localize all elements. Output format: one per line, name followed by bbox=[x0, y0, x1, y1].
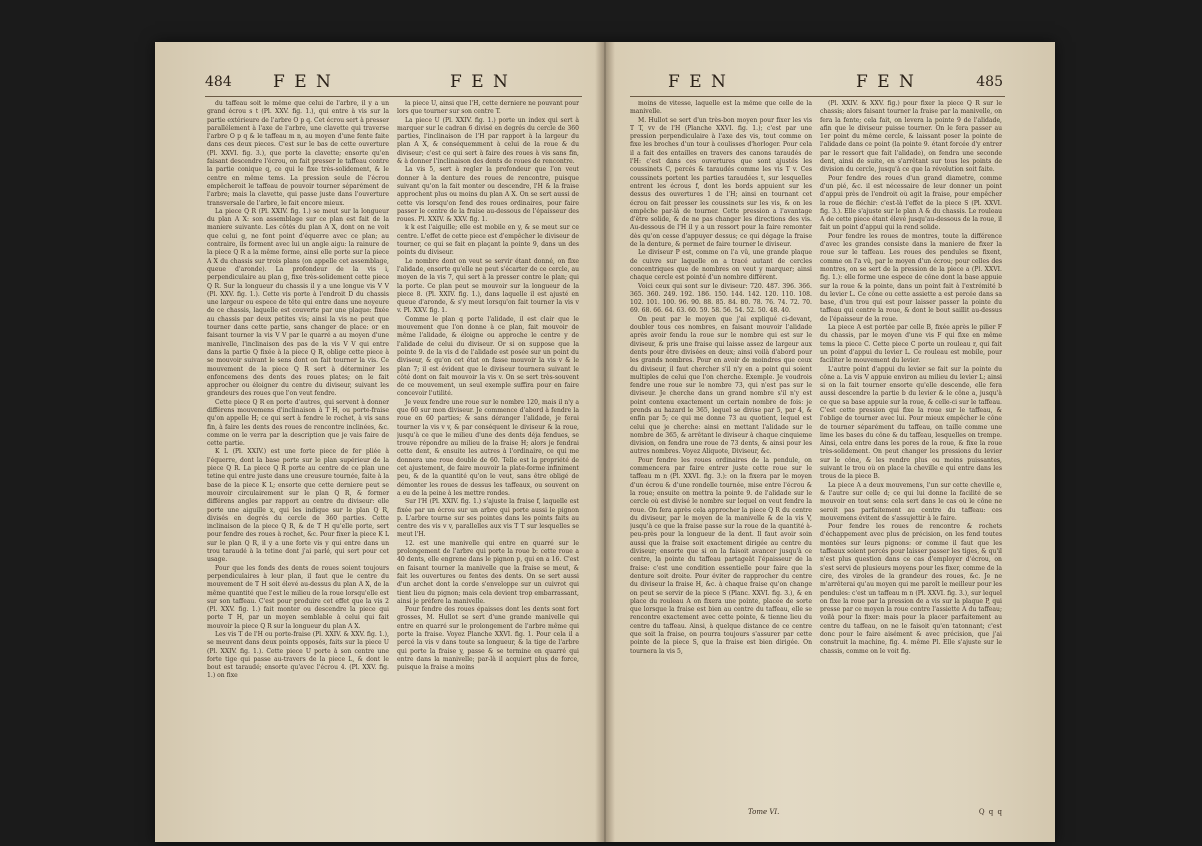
header-rule bbox=[205, 96, 582, 97]
paragraph: 12. est une manivelle qui entre en quarré sur le prolongement de l'arbre qui porte la roue b: cette roue a 40 dents, elle engrene dans le pignon p, qui en a 16. C'est en faisant tourner la manivelle que la fraise se meut, & fait les ouvertures ou fentes des dents. On se sert aussi d'un archet dont la corde s'enveloppe sur un cuivrot qui tient lieu du pignon; mais cela devient trop embarrassant, ainsi je préfere la manivelle. bbox=[397, 539, 579, 605]
header-rule bbox=[630, 96, 1005, 97]
paragraph: du taffeau soit le même que celui de l'arbre, il y a un grand écrou s t (Pl. XXV. fig. 1.), qui entre à vis sur la partie extérieure de l'arbre O p q. Cet écrou sert à presser parallélement à l'axe de l'arbre, une clavette qui traverse l'arbre O p q & le taffeau m n, au moyen d'une fente faite dans ces deux pieces. C'est sur le bas de cette ouverture (Pl. XXVI. fig. 3.), que porte la clavette; ensorte qu'en faisant descendre l'écrou, on fait presser le taffeau contre la partie conique q, ce qui le fixe très-solidement, & le centre en même tems. La pression seule de l'écrou empêcheroit le taffeau de pouvoir tourner séparément de l'arbre; mais la clavette, qui passe juste dans l'ouverture transversale de l'arbre, le fait encore mieux. bbox=[207, 100, 389, 207]
text-column-right bbox=[820, 100, 1002, 800]
paragraph: (Pl. XXIV. & XXV. fig.) pour fixer la piece Q R sur le chassis; alors faisant tourner la fraise par la manivelle, on fera la fente; cela fait, on levera la pointe 9 de l'alidade, afin que le diviseur puisse tourner. On le fera passer au 1er point du même cercle, & laissant poser la pointe de l'alidade dans ce point (la pointe 9. étant forcée d'y entrer par le ressort que fait l'alidade), on fendra une seconde dent, ainsi de suite, en s'arrêtant sur tous les points de division du cercle, jusqu'à ce que la révolution soit faite. bbox=[820, 100, 1002, 174]
paragraph: Je veux fendre une roue sur le nombre 120, mais il n'y a que 60 sur mon diviseur. Je commence d'abord à fendre la roue en 60 parties; & sans déranger l'alidade, je ferai tourner la vis v v, & par conséquent le diviseur & la roue, jusqu'à ce que le milieu d'une des dents déja fendues, se trouve répondre au milieu de la fraise H; alors je fendrai cette dent, & ensuite les autres à l'ordinaire, ce qui me donnera une roue double de 60. Telle est la propriété de cet ajustement, de faire mouvoir la plate-forme infiniment peu, & de la quantité qu'on le veut, sans être obligé de démonter les roues de dessus les taffeaux, ou souvent on a eu de la peine à les mettre rondes. bbox=[397, 398, 579, 497]
header-word: F E N bbox=[668, 72, 728, 92]
paragraph: Pour fendre des roues d'un grand diametre, comme d'un pié, &c. il est nécessaire de leur donner un point d'appui près de l'endroit où agit la fraise, pour empêcher la roue de fléchir: c'est-là l'effet de la piece S (Pl. XXVI. fig. 3.). Elle s'ajuste sur le plan A & du chassis. Le rouleau A de cette piece étant élevé jusqu'au-dessous de la roue, il fait un point d'appui qui la rend solide. bbox=[820, 174, 1002, 232]
paragraph: Le diviseur P est, comme on l'a vû, une grande plaque de cuivre sur laquelle on a tracé autant de cercles concentriques que de nombres on veut y marquer; ainsi chaque cercle est pointé d'un nombre différent. bbox=[630, 249, 812, 282]
book-spread bbox=[155, 42, 1055, 842]
running-head bbox=[155, 72, 602, 92]
paragraph: Pour fendre les roues de rencontre & rochets d'échappement avec plus de précision, on les fend toutes montées sur leurs pignons: or comme il faut que les taffeaux soient percés pour laisser passer les tiges, & qu'il n'est plus question dans ce cas d'employer d'écrou, on s'est servi de plusieurs moyens pour les fixer, comme de la cire, des viroles de la grandeur des roues, &c. Je ne m'arrêterai qu'au moyen qui me paroît le meilleur pour les pendules: c'est un taffeau m n (Pl. XXVI. fig. 3.), sur lequel on fixe la roue par la pression de a vis sur la plaque P, qui presse par ce moyen la roue contre l'assiette A du taffeau; voilà pour la fixer: mais pour la placer parfaitement au centre du taffeau, on ne le faisoit qu'en tatonnant; c'est donc pour le faire aisément & avec précision, que j'ai construit la machine, fig. 4. même Pl. Elle s'ajuste sur le chassis, comme on le voit fig. bbox=[820, 523, 1002, 655]
header-word: F E N bbox=[856, 72, 916, 92]
paragraph: Sur l'H (Pl. XXIV. fig. 1.) s'ajuste la fraise f, laquelle est fixée par un écrou sur un arbre qui porte aussi le pignon p. L'arbre tourne sur ses pointes dans les points faits au centre des vis v v, parallelles aux vis T T sur lesquelles se meut l'H. bbox=[397, 498, 579, 539]
page-number: 485 bbox=[976, 74, 1003, 90]
text-column-left bbox=[630, 100, 812, 800]
paragraph: Pour que les fonds des dents de roues soient toujours perpendiculaires à leur plan, il faut que le centre du mouvement de T H soit élevé au-dessus du plan A X, de la même quantité que l'est le milieu de la roue lorsqu'elle est sur son taffeau. C'est pour produire cet effet que la vis 2 (Pl. XXV. fig. 1.) fait monter ou descendre la piece qui porte T H, par un moyen semblable à celui qui fait mouvoir la piece Q R sur la longueur du plan A X. bbox=[207, 564, 389, 630]
paragraph: Cette piece Q R en porte d'autres, qui servent à donner différens mouvemens d'inclinaison à T H, ou porte-fraise qu'on appelle H; ce qui sert à fendre le rochet, à vis sans fin, à faire les dents des roues de rencontre inclinées, &c. comme on le verra par la description que je vais faire de cette partie. bbox=[207, 398, 389, 448]
text-column-left bbox=[207, 100, 389, 800]
paragraph: Voici ceux qui sont sur le diviseur: 720. 487. 396. 366. 365. 360. 249. 192. 186. 150. 144. 142. 120. 110. 108. 102. 101. 100. 96. 90. 88. 85. 84. 80. 78. 76. 74. 72. 70. 69. 68. 66. 64. 63. 60. 59. 58. 56. 54. 52. 50. 48. 40. bbox=[630, 282, 812, 315]
right-page bbox=[608, 42, 1055, 842]
header-word: F E N bbox=[273, 72, 333, 92]
paragraph: Le nombre dont on veut se servir étant donné, on fixe l'alidade, ensorte qu'elle ne peut s'écarter de ce cercle, au moyen de la vis 7, qui sert à la presser contre le plan; qui la porte. Ce plan peut se mouvoir sur la longueur de la piece 8. (Pl. XXIV. fig. 1.), dans laquelle il est ajusté en queue d'aronde, & s'y meut lorsqu'on fait tourner la vis v v. Pl. XXV. fig. 1. bbox=[397, 257, 579, 315]
paragraph: moins de vitesse, laquelle est la même que celle de la manivelle. bbox=[630, 100, 812, 116]
paragraph: Pour fendre les roues ordinaires de la pendule, on commencera par faire entrer juste cette roue sur le taffeau m n (Pl. XXVI. fig. 3.): on la fixera par le moyen d'un écrou & d'une rondelle tournée, mise entre l'écrou & la roue; ensuite on mettra la pointe 9. de l'alidade sur le cercle où est divisé le nombre sur lequel on veut fendre la roue. On fera après cela approcher la piece Q R du centre du diviseur, par le moyen de la manivelle & de la vis V, jusqu'à ce que la fraise passe sur la roue de la quantité à-peu-près pour la longueur de la dent. Il faut avoir soin aussi que la fraise soit exactement dirigée au centre du diviseur; ensorte que si on la faisoit avancer jusqu'à ce centre, la pointe du taffeau partageât l'épaisseur de la fraise: c'est une condition essentielle pour faire que la denture soit droite. Pour éviter de rapprocher du centre du diviseur la fraise H, &c. à chaque fraise qu'on change on peut se servir de la piece S (Planc. XXVI. fig. 3.), & en place du rouleau A on fixera une pointe, placée de sorte que lorsque la fraise est bien au centre du taffeau, elle se rencontre exactement avec cette pointe, & tienne lieu du centre du taffeau. Ainsi, à quelque distance de ce centre que soit la fraise, on pourra toujours s'assurer par cette pointe de la piece S, que la fraise est bien dirigée. On tournera la vis 5, bbox=[630, 456, 812, 655]
paragraph: k k est l'aiguille; elle est mobile en y, & se meut sur ce centre. L'effet de cette piece est d'empêcher le diviseur de tourner, ce qui se fait en plaçant la pointe 9, dans un des points du diviseur. bbox=[397, 224, 579, 257]
paragraph: La vis 5, sert à regler la profondeur que l'on veut donner à la denture des roues de rencontre, puisque suivant qu'on la fait monter ou descendre, l'H & la fraise approchent plus ou moins du plan A X. On se sert aussi de cette vis lorsqu'on fend des roues ordinaires, pour faire passer le centre de la fraise au-dessous de l'épaisseur des roues. Pl. XXIV. & XXV. fig. 1. bbox=[397, 166, 579, 224]
paragraph: La piece Q R (Pl. XXIV. fig. 1.) se meut sur la longueur du plan A X: son assemblage sur ce plan est fait de la maniere suivante. Les côtés du plan A X, dont on ne voit que celui g, ne font point d'équerre avec ce plan; au contraire, ils forment avec lui un angle aigu: la rainure de la piece Q R a la même forme, ainsi elle porte sur la piece A X du chassis sur trois plans (on appelle cet assemblage, queue d'aronde). La profondeur de la vis i, perpendiculaire au plan g, fixe très-solidement cette piece Q R. Sur la longueur du chassis il y a une longue vis V V (Pl. XXV. fig. 1.). Cette vis porte à l'endroit D du chassis une largeur ou espece de tête qui entre dans une noyeure de ce chassis, laquelle est couverte par une plaque: fixée au chassis par deux petites vis; ainsi la vis ne peut que tourner dans cette partie, sans changer de place: or en faisant tourner la vis V V par le quarré a au moyen d'une manivelle, l'inclinaison des pas de la vis V V qui entre dans la partie Q fixée à la piece Q R, oblige cette piece à se mouvoir suivant le sens dont on fait tourner la vis. Ce mouvement de la piece Q R sert à déterminer les enfoncemens des dents des roues plates; on le fait approcher ou éloigner du centre du diviseur, suivant les grandeurs des roues que l'on veut fendre. bbox=[207, 207, 389, 398]
paragraph: La piece A est portée par celle B, fixée après le pilier F du chassis, par le moyen d'une vis F qui fixe en même tems la piece C. Cette piece C porte un rouleau r, qui fait un point d'appui du levier L. Ce rouleau est mobile, pour faciliter le mouvement du levier. bbox=[820, 324, 1002, 365]
header-word: F E N bbox=[450, 72, 510, 92]
paragraph: K L (Pl. XXIV.) est une forte piece de fer pliée à l'équerre, dont la base porte sur le plan supérieur de la piece Q R. La piece Q R porte au centre de ce plan une tetine qui entre juste dans une creusure tournée, faite à la base de la piece K L; ensorte que cette derniere peut se mouvoir circulairement sur le plan Q R, & former différens angles par rapport au centre du diviseur: elle porte une aiguille x, qui les indique sur le plan Q R, divisés en degrés du cercle de 360 parties. Cette inclinaison de la piece Q R, & de T H qu'elle porte, sert pour fendre des roues à rochet, &c. Pour fixer la piece K L sur le plan Q R, il y a une forte vis y qui entre dans un trou taraudé à la tetine dont j'ai parlé, qui sert pour cet usage. bbox=[207, 448, 389, 564]
paragraph: Pour fendre les roues de montres, toute la différence d'avec les grandes consiste dans la maniere de fixer la roue sur le taffeau. Les roues des pendules se fixent, comme on l'a vû, par le moyen d'un écrou; pour celles des montres, on se sert de la pression de la piece a (Pl. XXVI. fig. 1.): elle forme une espece de cône dont la base appuie sur la roue & la pointe, dans un point fait à l'extrémité b du levier L. Ce cône ou cette assiette a est percée dans sa base, d'un trou qui est pour laisser passer la pointe du taffeau qui centre la roue, & dont le bout saillit au-dessus de l'épaisseur de la roue. bbox=[820, 232, 1002, 323]
book-gutter bbox=[595, 42, 615, 842]
text-column-right bbox=[397, 100, 579, 800]
left-page bbox=[155, 42, 602, 842]
running-head bbox=[608, 72, 1055, 92]
paragraph: Les vis T de l'H ou porte-fraise (Pl. XXIV. & XXV. fig. 1.), se meuvent dans deux points opposés, faits sur la piece U (Pl. XXIV. fig. 1.). Cette piece U porte à son centre une forte tige qui passe au-travers de la piece L, & dont le bout est taraudé; ensorte qu'avec l'écrou 4. (Pl. XXV. fig. 1.) on fixe bbox=[207, 631, 389, 680]
volume-signature: Tome VI. bbox=[748, 808, 780, 816]
paragraph: M. Hullot se sert d'un très-bon moyen pour fixer les vis T T, vv de l'H (Planche XXVI. fig. 1.); c'est par une pression perpendiculaire à l'axe des vis, tout comme on fixe les broches d'un tour à coulisses d'horloger. Pour cela il a fait des entailles en travers des canons taraudés de l'H: c'est dans ces ouvertures que sont ajustés les coussinets C, percés & taraudés comme les vis T v. Ces coussinets portent les parties taraudées t, sur lesquelles entrent les écrous f, dont les bords appuient sur les dessus des ouvertures 1 de l'H; ainsi en tournant cet écrou on fait presser les coussinets sur les vis, & on les empêche par-là de tourner. Cette pression a l'avantage d'être solide, & de ne pas changer les directions des vis. Au-dessous de l'H il y a un ressort pour la faire remonter dès qu'on cesse d'appuyer dessus; ce qui dégage la fraise de la denture, & permet de faire tourner le diviseur. bbox=[630, 116, 812, 249]
paragraph: On peut par le moyen que j'ai expliqué ci-devant, doubler tous ces nombres, en faisant mouvoir l'alidade après avoir fendu la roue sur le nombre qui est sur le diviseur, & pris une fraise qui laisse assez de largeur aux dents pour être divisées en deux; ainsi voilà d'abord pour les grands nombres. Pour en avoir de moindres que ceux du diviseur, il faut chercher s'il n'y en a point qui soient multiples de celui que l'on cherche. Exemple. Je voudrois fendre une roue sur le nombre 73, qui n'est pas sur le diviseur. Je cherche dans un grand nombre s'il n'y est point contenu exactement un certain nombre de fois: je prends au hazard le 365, lequel se divise par 5, par 4, & enfin par 5; ce qui me donne 73 au quotient, lequel est celui que je cherche: ainsi en mettant l'alidade sur le nombre de 365, & arrêtant le diviseur à chaque cinquieme division, on fendra une roue de 73 dents, & ainsi pour les autres nombres. Voyez Aliquote, Diviseur, &c. bbox=[630, 315, 812, 456]
paragraph: L'autre point d'appui du levier se fait sur la pointe du cône a. La vis V appuie environ au milieu du levier L; ainsi si on la fait tourner ensorte qu'elle descende, elle fera aussi descendre la partie b du levier & le cône a, jusqu'à ce que sa base appuie sur la roue, & celle-ci sur le taffeau. C'est cette pression qui fixe la roue sur le taffeau, & l'oblige de tourner avec lui. Pour mieux empêcher le cône de tourner séparément du taffeau, on taille comme une lime les bases du cône & du taffeau, lesquelles on trempe. Ainsi, cela entre dans les pores de la roue, & fixe la roue très-solidement. On peut changer les pressions du levier sur le cône, & les rendre plus ou moins puissantes, suivant le trou où on place la cheville e qui entre dans les trous de la piece B. bbox=[820, 365, 1002, 481]
paragraph: La piece U (Pl. XXIV. fig. 1.) porte un index qui sert à marquer sur le cadran 6 divisé en degrés du cercle de 360 parties, l'inclinaison de l'H par rapport à la largeur du plan A X, & conséquemment à celui de la roue & du diviseur; c'est ce qui sert à faire des roues à vis sans fin, & à donner l'inclinaison des dents de roues de rencontre. bbox=[397, 116, 579, 166]
paragraph: Pour fendre des roues épaisses dont les dents sont fort grosses, M. Hullot se sert d'une grande manivelle qui entre en quarré sur le prolongement de l'arbre même qui porte la fraise. Voyez Planche XXVI. fig. 1. Pour cela il a percé la vis v dans toute sa longueur, & la tige de l'arbre qui porte la fraise y, passe & se termine en quarré qui entre dans la manivelle; par-là il acquiert plus de force, puisque la fraise a moins bbox=[397, 606, 579, 672]
paragraph: la piece U, ainsi que l'H, cette derniere ne pouvant pour lors que tourner sur son centre T. bbox=[397, 100, 579, 116]
paragraph: Comme le plan q porte l'alidade, il est clair que le mouvement que l'on donne à ce plan, fait mouvoir de même l'alidade, & éloigne ou approche le centre y de l'alidade de celui du diviseur. Or si on suppose que la pointe 9. de la vis d de l'alidade est posée sur un point du diviseur, & qu'on cet état on fasse mouvoir la vis v & le plan 7; il est évident que le diviseur tournera suivant le côté dont on fait mouvoir la vis v. On se sert très-souvent de ce mouvement, un seul exemple suffira pour en faire concevoir l'utilité. bbox=[397, 315, 579, 398]
catchword: Q q q bbox=[978, 808, 1003, 816]
page-number: 484 bbox=[205, 74, 232, 90]
paragraph: La piece A a deux mouvemens, l'un sur cette cheville e, & l'autre sur celle d; ce qui lui donne la facilité de se mouvoir en tout sens: cela sert dans le cas où le cône ne seroit pas parfaitement au centre du taffeau: ces mouvemens évitent de s'assujettir à le faire. bbox=[820, 481, 1002, 522]
